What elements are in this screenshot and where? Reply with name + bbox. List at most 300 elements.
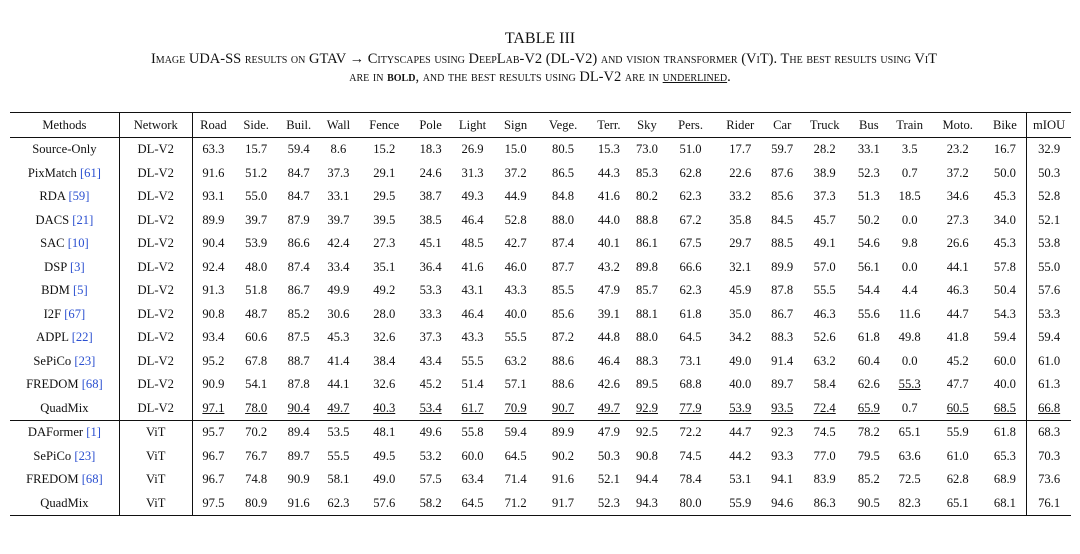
network-cell: DL-V2 [119,397,192,421]
score-cell: 78.0 [245,400,268,415]
score-cell: 53.2 [419,448,442,463]
column-header: Methods [42,117,87,132]
score-cell: 88.5 [771,236,794,251]
citation-link[interactable]: [59] [68,189,90,204]
column-header: Terr. [597,117,621,132]
method-label: PixMatch [27,165,77,180]
score-cell: 86.5 [552,165,575,180]
score-cell: 55.9 [729,495,752,510]
network-cell: ViT [119,445,192,469]
score-cell: 53.5 [327,425,350,440]
score-cell: 61.8 [993,425,1016,440]
score-cell: 46.0 [504,259,527,274]
score-cell: 46.3 [813,306,836,321]
score-cell: 44.1 [946,259,969,274]
score-cell: 33.1 [857,142,880,157]
score-cell: 38.7 [419,189,442,204]
score-cell: 34.6 [946,189,969,204]
score-cell: 49.0 [373,472,396,487]
score-cell: 93.4 [192,326,234,350]
score-cell: 51.4 [461,377,484,392]
score-cell: 88.3 [635,353,658,368]
score-cell: 43.2 [597,259,620,274]
score-cell: 88.1 [635,306,658,321]
score-cell: 46.3 [946,283,969,298]
method-name [10,209,119,233]
network-cell: DL-V2 [119,279,192,303]
network-cell: DL-V2 [119,185,192,209]
table-row [10,468,1071,492]
score-cell: 26.9 [461,142,484,157]
score-cell: 89.9 [771,259,794,274]
score-cell: 87.4 [552,236,575,251]
score-cell: 68.1 [993,495,1016,510]
score-cell: 47.9 [597,283,620,298]
score-cell: 65.9 [857,400,880,415]
score-cell: 41.6 [597,189,620,204]
score-cell: 53.3 [419,283,442,298]
score-cell: 92.4 [192,256,234,280]
score-cell: 58.1 [327,472,350,487]
score-cell: 97.1 [192,397,234,421]
score-cell: 36.4 [419,259,442,274]
score-cell: 51.2 [245,165,268,180]
score-cell: 29.1 [373,165,396,180]
method-label: QuadMix [40,495,89,510]
score-cell: 96.7 [192,468,234,492]
score-cell: 87.4 [287,259,310,274]
score-cell: 50.3 [597,448,620,463]
score-cell: 85.2 [857,472,880,487]
score-cell: 47.9 [597,425,620,440]
score-cell: 55.0 [245,189,268,204]
score-cell: 86.7 [287,283,310,298]
score-cell: 84.5 [771,212,794,227]
score-cell: 52.3 [597,495,620,510]
column-header: Pers. [678,117,703,132]
score-cell: 51.0 [679,142,702,157]
score-cell: 28.2 [813,142,836,157]
method-name [10,445,119,469]
score-cell: 45.3 [993,189,1016,204]
score-cell: 53.9 [245,236,268,251]
score-cell: 88.3 [771,330,794,345]
score-cell: 68.9 [993,472,1016,487]
score-cell: 70.9 [504,400,527,415]
score-cell: 40.0 [504,306,527,321]
score-cell: 80.9 [245,495,268,510]
score-cell: 42.7 [504,236,527,251]
score-cell: 52.1 [597,472,620,487]
score-cell: 49.7 [597,400,620,415]
table-row [10,232,1071,256]
score-cell: 45.1 [419,236,442,251]
citation-link[interactable]: [1] [86,425,101,440]
score-cell: 74.5 [813,425,836,440]
score-cell: 15.3 [597,142,620,157]
score-cell: 94.3 [635,495,658,510]
score-cell: 9.8 [901,236,918,251]
score-cell: 40.0 [993,377,1016,392]
score-cell: 72.5 [898,472,921,487]
score-cell: 77.0 [813,448,836,463]
score-cell: 87.7 [552,259,575,274]
column-header: Bus [859,117,879,132]
score-cell: 58.2 [419,495,442,510]
column-header: Network [119,113,192,138]
score-cell: 34.2 [729,330,752,345]
score-cell: 85.6 [552,306,575,321]
score-cell: 91.6 [287,495,310,510]
column-header: Sign [504,117,528,132]
score-cell: 46.4 [461,306,484,321]
method-label: FREDOM [26,472,79,487]
score-cell: 88.8 [635,212,658,227]
column-header: Bike [993,117,1017,132]
table-row [10,303,1071,327]
table-row [10,373,1071,397]
score-cell: 86.3 [813,495,836,510]
column-header: Buil. [286,117,312,132]
score-cell: 85.7 [635,283,658,298]
miou-cell: 53.8 [1027,232,1071,256]
score-cell: 90.5 [857,495,880,510]
score-cell: 91.6 [192,162,234,186]
citation-link[interactable]: [68] [81,472,103,487]
score-cell: 79.5 [857,448,880,463]
citation-link[interactable]: [3] [69,259,85,274]
citation-link[interactable]: [21] [72,212,94,227]
score-cell: 56.1 [857,259,880,274]
score-cell: 62.3 [679,189,702,204]
score-cell: 85.2 [287,306,310,321]
score-cell: 38.5 [419,212,442,227]
score-cell: 32.1 [729,259,752,274]
score-cell: 87.6 [771,165,794,180]
score-cell: 92.5 [635,425,658,440]
score-cell: 27.3 [946,212,969,227]
citation-link[interactable]: [22] [71,330,93,345]
score-cell: 72.2 [679,425,702,440]
score-cell: 72.4 [813,400,836,415]
score-cell: 90.2 [552,448,575,463]
score-cell: 44.0 [597,212,620,227]
score-cell: 97.5 [192,492,234,516]
score-cell: 90.4 [287,400,310,415]
score-cell: 31.3 [461,165,484,180]
score-cell: 88.0 [552,212,575,227]
method-label: DSP [44,259,67,274]
score-cell: 55.5 [327,448,350,463]
citation-link[interactable]: [5] [72,283,88,298]
score-cell: 51.8 [245,283,268,298]
score-cell: 44.7 [729,425,752,440]
method-name [10,326,119,350]
score-cell: 83.9 [813,472,836,487]
table-row [10,397,1071,421]
score-cell: 4.4 [901,283,918,298]
score-cell: 58.4 [813,377,836,392]
score-cell: 37.3 [419,330,442,345]
method-label: SePiCo [33,353,72,368]
score-cell: 67.5 [679,236,702,251]
method-label: FREDOM [26,377,79,392]
score-cell: 54.1 [245,377,268,392]
score-cell: 57.1 [504,377,527,392]
score-cell: 35.1 [373,259,396,274]
score-cell: 45.2 [946,353,969,368]
score-cell: 37.3 [327,165,350,180]
score-cell: 34.0 [993,212,1016,227]
score-cell: 17.7 [729,142,752,157]
column-header: Wall [326,117,351,132]
method-name [10,185,119,209]
miou-cell: 57.6 [1027,279,1071,303]
citation-link[interactable]: [10] [67,236,89,251]
caption-bold-word: bold [387,69,416,85]
score-cell: 49.8 [898,330,921,345]
score-cell: 43.1 [461,283,484,298]
miou-cell: 53.3 [1027,303,1071,327]
score-cell: 44.2 [729,448,752,463]
score-cell: 66.6 [679,259,702,274]
score-cell: 77.9 [679,400,702,415]
table-row [10,445,1071,469]
score-cell: 68.5 [993,400,1016,415]
method-name [10,256,119,280]
method-name [10,279,119,303]
score-cell: 38.9 [813,165,836,180]
score-cell: 52.3 [857,165,880,180]
caption-line-1-text: Image UDA-SS results on GTAV → Cityscapes using DeepLab-V2 (DL-V2) and vision transformer (ViT). The best results using ViT [150,51,938,67]
score-cell: 30.6 [327,306,350,321]
network-cell: DL-V2 [119,303,192,327]
score-cell: 59.4 [287,142,310,157]
score-cell: 39.7 [327,212,350,227]
score-cell: 49.9 [327,283,350,298]
score-cell: 32.6 [373,377,396,392]
column-header: Vege. [548,117,578,132]
method-name [10,232,119,256]
score-cell: 23.2 [946,142,969,157]
score-cell: 45.7 [813,212,836,227]
score-cell: 48.5 [461,236,484,251]
miou-cell: 61.3 [1027,373,1071,397]
score-cell: 73.1 [679,353,702,368]
score-cell: 37.2 [946,165,969,180]
score-cell: 63.3 [192,138,234,162]
network-cell: DL-V2 [119,350,192,374]
score-cell: 35.0 [729,306,752,321]
score-cell: 32.6 [373,330,396,345]
score-cell: 85.6 [771,189,794,204]
score-cell: 45.2 [419,377,442,392]
score-cell: 52.8 [504,212,527,227]
score-cell: 63.6 [898,448,921,463]
score-cell: 90.7 [552,400,575,415]
score-cell: 61.8 [679,306,702,321]
score-cell: 39.7 [245,212,268,227]
score-cell: 53.4 [419,400,442,415]
score-cell: 47.7 [946,377,969,392]
score-cell: 29.7 [729,236,752,251]
table-row [10,350,1071,374]
score-cell: 93.3 [771,448,794,463]
miou-cell: 50.3 [1027,162,1071,186]
score-cell: 55.5 [813,283,836,298]
score-cell: 60.6 [245,330,268,345]
score-cell: 39.5 [373,212,396,227]
miou-cell: 52.1 [1027,209,1071,233]
table-body [10,138,1071,516]
column-header: Train [896,117,924,132]
score-cell: 63.4 [461,472,484,487]
score-cell: 87.8 [771,283,794,298]
score-cell: 22.6 [729,165,752,180]
score-cell: 33.3 [419,306,442,321]
score-cell: 50.2 [857,212,880,227]
score-cell: 50.0 [993,165,1016,180]
column-header: Rider [726,117,755,132]
score-cell: 89.7 [287,448,310,463]
score-cell: 86.7 [771,306,794,321]
score-cell: 51.3 [857,189,880,204]
score-cell: 61.8 [857,330,880,345]
score-cell: 62.3 [327,495,350,510]
citation-link[interactable]: [61] [79,165,101,180]
score-cell: 59.4 [993,330,1016,345]
score-cell: 35.8 [729,212,752,227]
score-cell: 85.5 [552,283,575,298]
column-header: Sky [637,117,657,132]
score-cell: 88.7 [287,353,310,368]
score-cell: 54.4 [857,283,880,298]
score-cell: 0.0 [901,212,918,227]
table-label: TABLE III [504,30,576,47]
method-name [10,138,119,162]
caption-line-2-prefix: are in [349,69,388,85]
score-cell: 52.6 [813,330,836,345]
score-cell: 60.0 [461,448,484,463]
results-table [10,112,1071,516]
caption-underlined-word: underlined [662,69,728,85]
score-cell: 84.7 [287,165,310,180]
citation-link[interactable]: [67] [64,306,86,321]
score-cell: 44.9 [504,189,527,204]
score-cell: 54.3 [993,306,1016,321]
citation-link[interactable]: [23] [74,353,96,368]
score-cell: 49.0 [729,353,752,368]
score-cell: 74.8 [245,472,268,487]
score-cell: 40.3 [373,400,396,415]
miou-cell: 68.3 [1027,421,1071,445]
score-cell: 90.8 [192,303,234,327]
score-cell: 87.2 [552,330,575,345]
score-cell: 65.1 [898,425,921,440]
miou-cell: 66.8 [1027,397,1071,421]
miou-cell: 73.6 [1027,468,1071,492]
score-cell: 93.1 [192,185,234,209]
score-cell: 45.3 [327,330,350,345]
citation-link[interactable]: [23] [74,448,96,463]
score-cell: 91.3 [192,279,234,303]
method-name [10,350,119,374]
miou-cell: 76.1 [1027,492,1071,516]
score-cell: 60.4 [857,353,880,368]
score-cell: 46.4 [597,353,620,368]
score-cell: 49.2 [373,283,396,298]
score-cell: 96.7 [192,445,234,469]
score-cell: 64.5 [504,448,527,463]
miou-cell: 70.3 [1027,445,1071,469]
score-cell: 57.6 [373,495,396,510]
network-cell: DL-V2 [119,162,192,186]
score-cell: 49.1 [813,236,836,251]
score-cell: 89.7 [771,377,794,392]
score-cell: 0.7 [901,400,918,415]
score-cell: 50.4 [993,283,1016,298]
score-cell: 44.7 [946,306,969,321]
header-row [10,113,1071,138]
table-row [10,421,1071,445]
score-cell: 8.6 [330,142,347,157]
score-cell: 55.5 [504,330,527,345]
score-cell: 26.6 [946,236,969,251]
score-cell: 95.7 [192,421,234,445]
score-cell: 59.7 [771,142,794,157]
column-header: mIOU [1027,113,1071,138]
miou-cell: 55.0 [1027,256,1071,280]
score-cell: 15.7 [245,142,268,157]
score-cell: 18.3 [419,142,442,157]
network-cell: ViT [119,492,192,516]
score-cell: 94.1 [771,472,794,487]
score-cell: 48.1 [373,425,396,440]
method-label: ADPL [36,330,69,345]
score-cell: 45.3 [993,236,1016,251]
column-header: Pole [419,117,442,132]
score-cell: 84.8 [552,189,575,204]
network-cell: DL-V2 [119,232,192,256]
network-cell: DL-V2 [119,373,192,397]
score-cell: 84.7 [287,189,310,204]
score-cell: 67.2 [679,212,702,227]
citation-link[interactable]: [68] [81,377,103,392]
score-cell: 64.5 [679,330,702,345]
score-cell: 42.4 [327,236,350,251]
table-row [10,326,1071,350]
score-cell: 18.5 [898,189,921,204]
score-cell: 33.4 [327,259,350,274]
score-cell: 46.4 [461,212,484,227]
caption-line-1 [0,49,1080,69]
score-cell: 24.6 [419,165,442,180]
score-cell: 29.5 [373,189,396,204]
method-label: Source-Only [32,142,97,157]
score-cell: 57.8 [993,259,1016,274]
method-label: I2F [43,306,62,321]
score-cell: 68.8 [679,377,702,392]
network-cell: ViT [119,468,192,492]
score-cell: 55.8 [461,425,484,440]
method-name [10,492,119,516]
method-label: SePiCo [33,448,72,463]
score-cell: 85.3 [635,165,658,180]
score-cell: 16.7 [993,142,1016,157]
score-cell: 60.0 [993,353,1016,368]
caption-line-2 [0,67,1080,87]
score-cell: 49.7 [327,400,350,415]
